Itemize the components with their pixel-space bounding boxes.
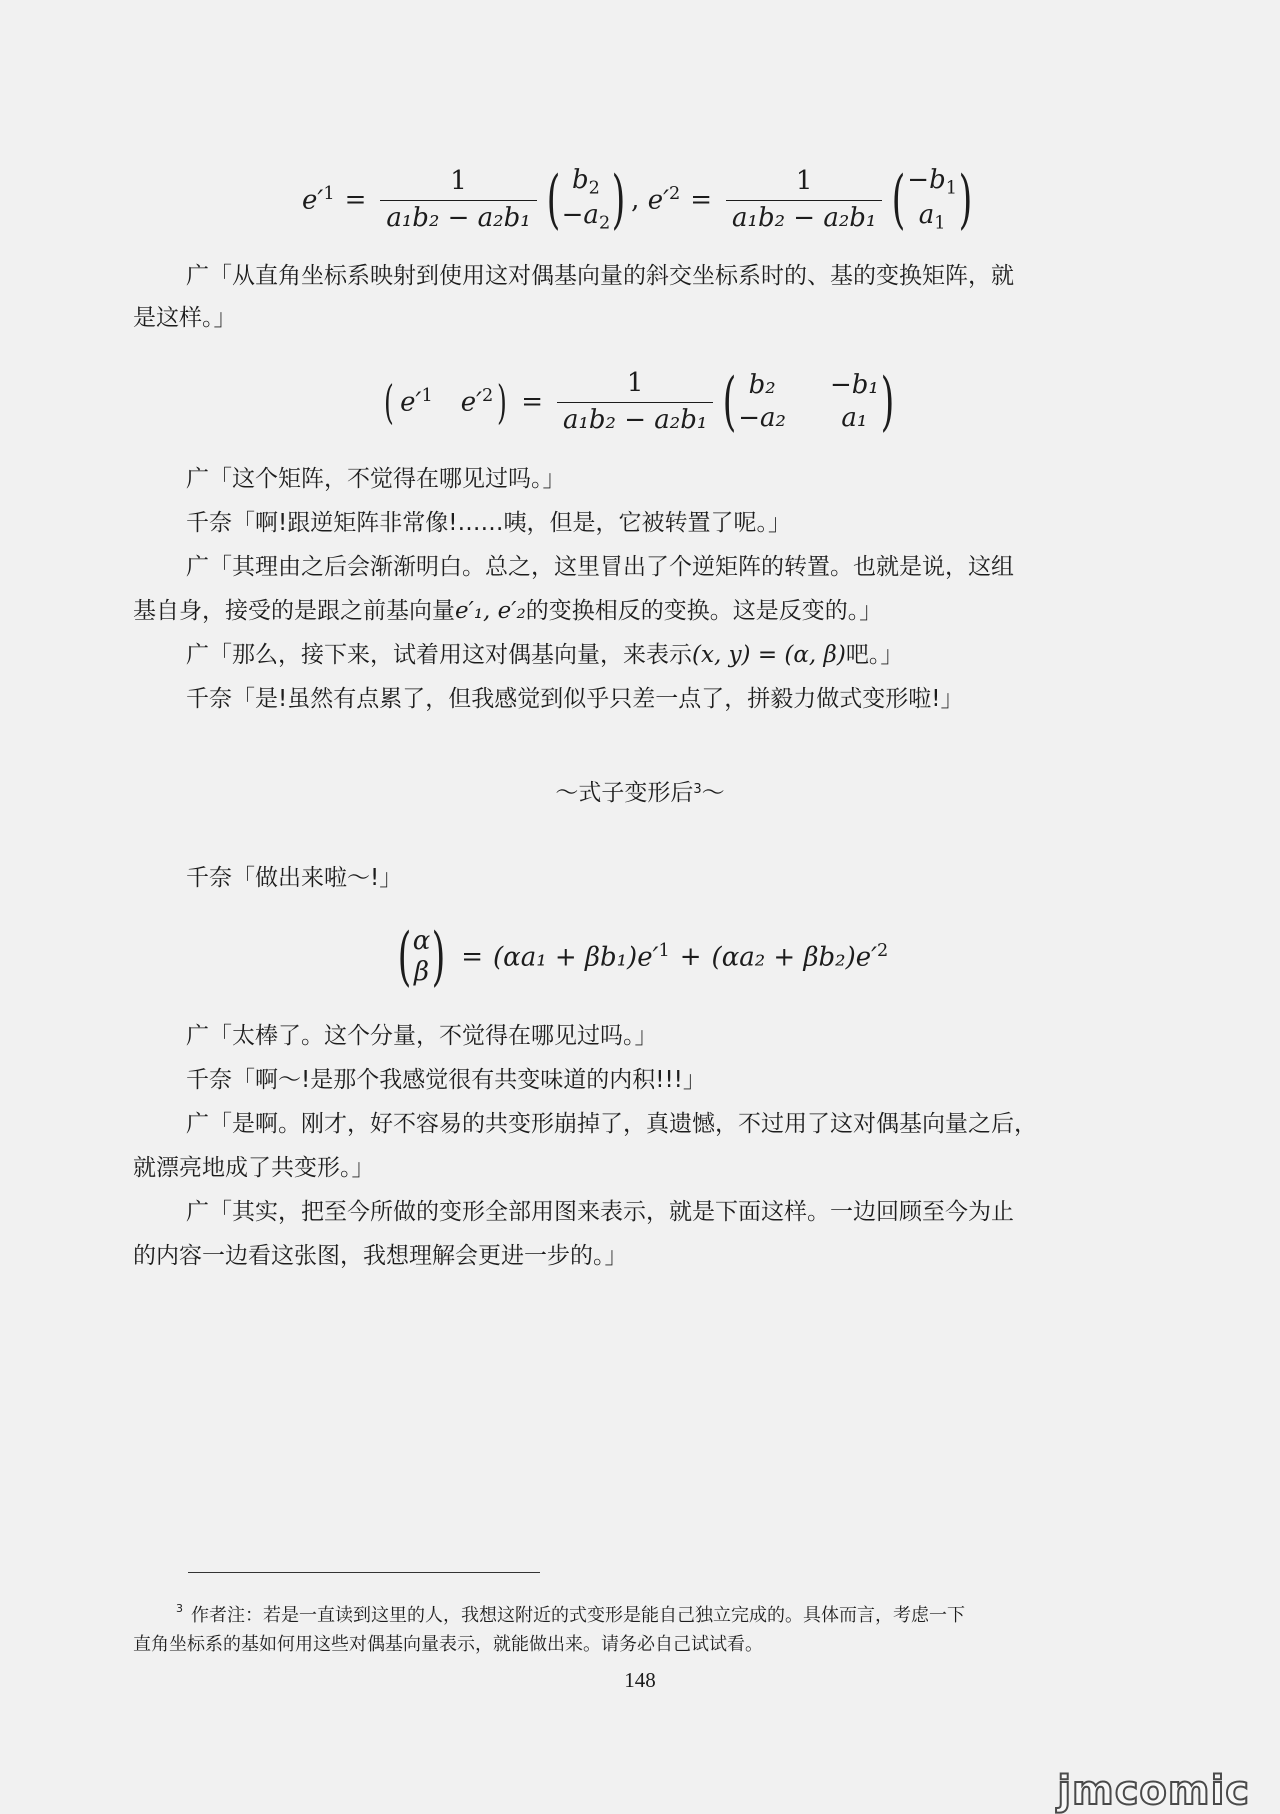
page-number: 148 bbox=[624, 1668, 656, 1692]
footnote-line: $^3$ 作者注：若是一直读到这里的人，我想这附近的式变形是能自己独立完成的。具体而言，考虑一下 bbox=[176, 1602, 965, 1626]
equation-transform-matrix: ( $e'^1$ $e'^2$ ) = $\frac{1}{\text{a₁b₂ − a₂b₁}}$ ( b₂ −b₁ −a₂ a₁ ) bbox=[384, 365, 895, 439]
equation-dual-basis: $e'^1$ = $\frac{1}{\text{a₁b₂ − a₂b₁}}$ ( $b_2$ $-a_2$ ) , $e'^2$ = $\frac{1}{\text{a₁b₂ − a₂b₁}}$ ( $-b_1$ $a_1$ ) bbox=[302, 163, 973, 237]
dialogue-line: 千奈「啊〜!是那个我感觉很有共变味道的内积!!!」 bbox=[186, 1067, 706, 1093]
dialogue-line: 广「其理由之后会渐渐明白。总之，这里冒出了个逆矩阵的转置。也就是说，这组 bbox=[186, 554, 1014, 580]
dialogue-line: 广「太棒了。这个分量，不觉得在哪见过吗。」 bbox=[186, 1023, 658, 1049]
dialogue-line: 广「其实，把至今所做的变形全部用图来表示，就是下面这样。一边回顾至今为止 bbox=[186, 1199, 1014, 1225]
footnote-line: 直角坐标系的基如何用这些对偶基向量表示，就能做出来。请务必自己试试看。 bbox=[133, 1634, 763, 1655]
section-divider: 〜式子变形后$^3$〜 bbox=[555, 780, 725, 806]
dialogue-line: 广「是啊。刚才，好不容易的共变形崩掉了，真遗憾，不过用了这对偶基向量之后， bbox=[186, 1111, 1037, 1137]
dialogue-line: 的内容一边看这张图，我想理解会更进一步的。」 bbox=[133, 1243, 628, 1269]
footnote-rule bbox=[188, 1572, 540, 1573]
dialogue-line: 千奈「是!虽然有点累了，但我感觉到似乎只差一点了，拼毅力做式变形啦!」 bbox=[186, 686, 964, 712]
paragraph-line: 是这样。」 bbox=[133, 305, 237, 331]
paragraph-line: 广「从直角坐标系映射到使用这对偶基向量的斜交坐标系时的、基的变换矩阵，就 bbox=[186, 263, 1014, 289]
equation-components: ( α β ) = $(\alpha a_1 + \beta b_1)e'^1$ + $(\alpha a_2 + \beta b_2)e'^2$ bbox=[397, 920, 889, 994]
dialogue-line: 基自身，接受的是跟之前基向量e′₁, e′₂的变换相反的变换。这是反变的。」 bbox=[133, 598, 883, 624]
dialogue-line: 千奈「啊!跟逆矩阵非常像!……咦，但是，它被转置了呢。」 bbox=[186, 510, 791, 536]
dialogue-line: 广「这个矩阵，不觉得在哪见过吗。」 bbox=[186, 466, 566, 492]
watermark-logo: jmcomic bbox=[1057, 1768, 1250, 1814]
dialogue-line: 千奈「做出来啦〜!」 bbox=[186, 865, 403, 891]
dialogue-line: 广「那么，接下来，试着用这对偶基向量，来表示(x, y) = (α, β)吧。」 bbox=[186, 642, 904, 668]
dialogue-line: 就漂亮地成了共变形。」 bbox=[133, 1155, 375, 1181]
